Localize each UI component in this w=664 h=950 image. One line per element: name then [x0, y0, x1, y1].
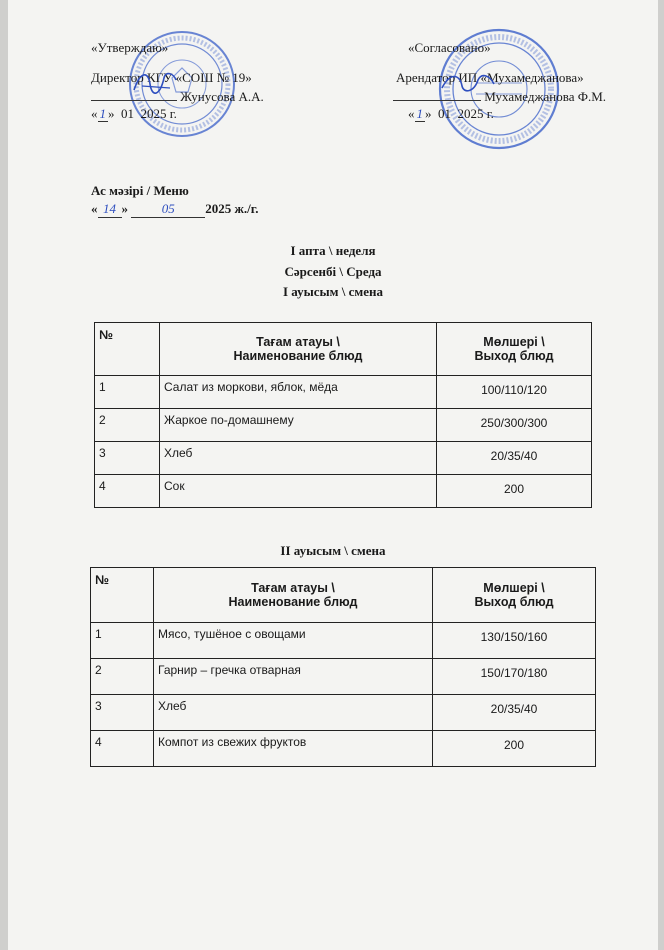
row-num: 1	[91, 623, 154, 659]
approve-label: «Утверждаю»	[91, 40, 169, 55]
col-out-ru: Выход блюд	[474, 349, 554, 363]
row-num: 1	[95, 376, 160, 409]
col-name-ru: Наименование блюд	[228, 595, 358, 609]
row-output: 250/300/300	[437, 409, 592, 442]
row-output: 150/170/180	[433, 659, 596, 695]
table-row	[95, 409, 592, 442]
table-row	[95, 475, 592, 508]
document-page	[8, 0, 658, 950]
row-num: 2	[91, 659, 154, 695]
col-name	[154, 568, 433, 623]
table-row	[91, 731, 596, 767]
approve-day: 1	[99, 106, 106, 121]
col-out	[437, 323, 592, 376]
table-header-row	[91, 568, 596, 623]
row-num: 4	[91, 731, 154, 767]
row-dish: Салат из моркови, яблок, мёда	[160, 376, 437, 409]
row-dish: Мясо, тушёное с овощами	[154, 623, 433, 659]
row-num: 2	[95, 409, 160, 442]
row-output: 100/110/120	[437, 376, 592, 409]
row-dish: Жаркое по-домашнему	[160, 409, 437, 442]
tenant-name	[393, 88, 606, 105]
col-out	[433, 568, 596, 623]
table-row	[95, 442, 592, 475]
table-row	[91, 623, 596, 659]
row-dish: Хлеб	[154, 695, 433, 731]
col-name-ru: Наименование блюд	[233, 349, 363, 363]
menu-date: « 14 » 05 2025 ж./г.	[91, 201, 259, 216]
menu-year: 2025 ж./г.	[205, 201, 259, 216]
approve-date: « 1 » 01 2025 г.	[91, 106, 177, 121]
tenant-signature	[438, 68, 498, 98]
shift2-heading: II ауысым \ смена	[280, 543, 386, 558]
tenant-label: Арендатор ИП «Мухамеджанова»	[396, 70, 584, 85]
row-num: 3	[91, 695, 154, 731]
approve-month: 01	[121, 106, 134, 121]
director-surname: Жунусова А.А.	[180, 89, 264, 104]
row-output: 130/150/160	[433, 623, 596, 659]
row-dish: Сок	[160, 475, 437, 508]
row-dish: Хлеб	[160, 442, 437, 475]
col-out-kz: Мөлшері \	[483, 335, 545, 349]
col-name-kz: Тағам атауы \	[251, 581, 335, 595]
approve-year: 2025 г.	[140, 106, 177, 121]
agree-date: « 1 » 01 2025 г.	[408, 106, 494, 121]
menu-day: 14	[98, 201, 122, 218]
row-output: 20/35/40	[437, 442, 592, 475]
row-num: 3	[95, 442, 160, 475]
table-header-row	[95, 323, 592, 376]
col-num: №	[91, 568, 154, 623]
director-signature	[130, 66, 180, 100]
agree-year: 2025 г.	[457, 106, 494, 121]
table-row	[95, 376, 592, 409]
shift1-heading: I ауысым \ смена	[282, 284, 384, 299]
week-heading: I апта \ неделя	[290, 243, 376, 258]
col-name	[160, 323, 437, 376]
menu-title: Ас мәзірі / Меню	[91, 183, 189, 198]
weekday-heading: Сәрсенбі \ Среда	[284, 264, 382, 279]
row-dish: Компот из свежих фруктов	[154, 731, 433, 767]
tenant-surname: Мухамеджанова Ф.М.	[484, 89, 607, 104]
row-output: 20/35/40	[433, 695, 596, 731]
row-num: 4	[95, 475, 160, 508]
director-label: Директор КГУ «СОШ № 19»	[91, 70, 252, 85]
agree-label: «Согласовано»	[408, 40, 491, 55]
menu-month: 05	[131, 201, 205, 218]
row-dish: Гарнир – гречка отварная	[154, 659, 433, 695]
col-out-ru: Выход блюд	[474, 595, 554, 609]
agree-day: 1	[416, 106, 423, 121]
table-row	[91, 659, 596, 695]
row-output: 200	[437, 475, 592, 508]
menu-table-shift2	[90, 567, 596, 767]
agree-month: 01	[438, 106, 451, 121]
menu-table-shift1	[94, 322, 592, 508]
row-output: 200	[433, 731, 596, 767]
col-num: №	[95, 323, 160, 376]
col-name-kz: Тағам атауы \	[256, 335, 340, 349]
col-out-kz: Мөлшері \	[483, 581, 545, 595]
table-row	[91, 695, 596, 731]
